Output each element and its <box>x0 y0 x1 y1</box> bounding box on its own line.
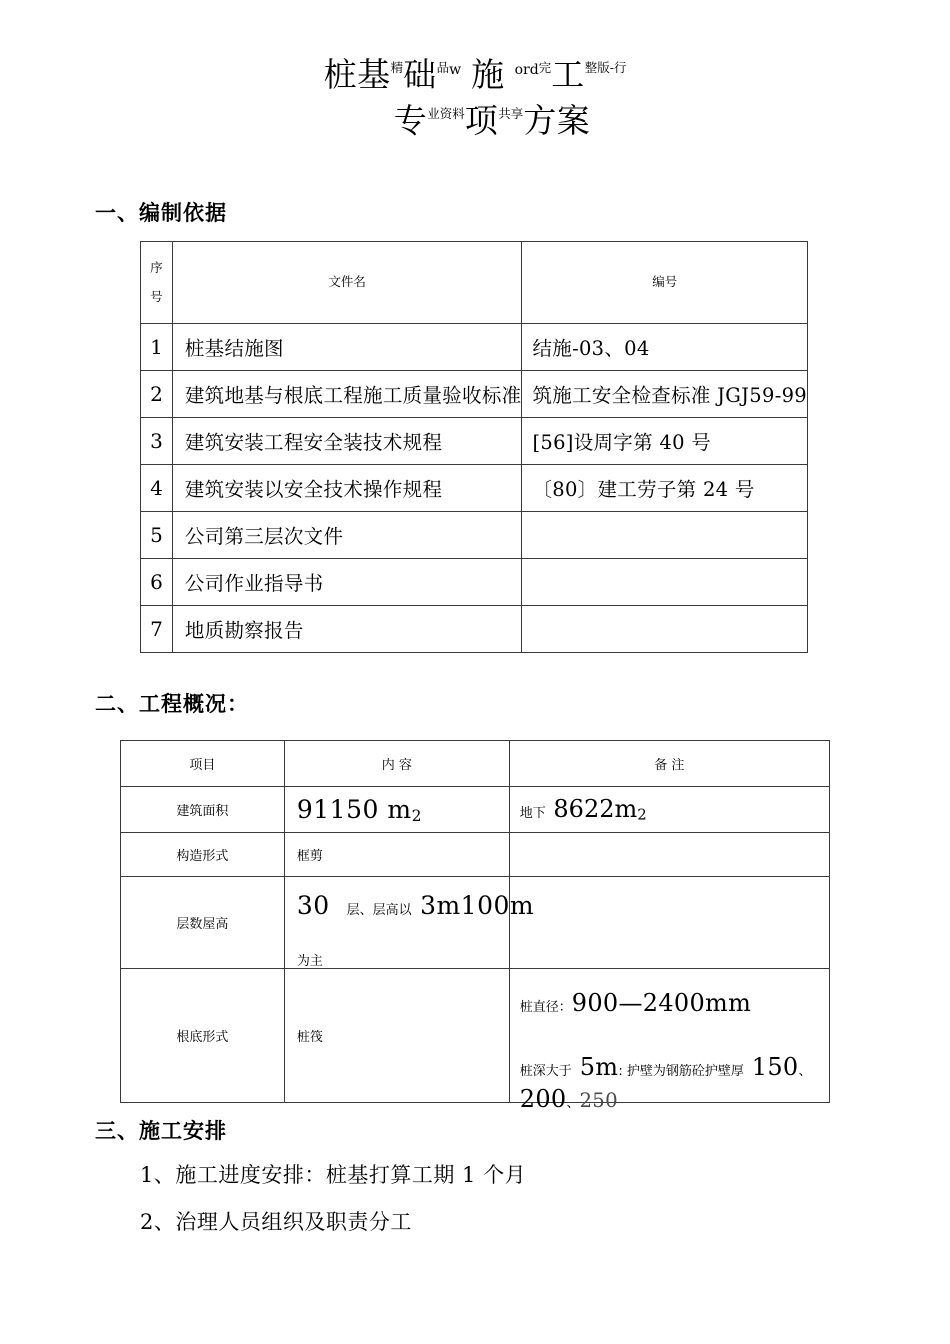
floors-tail: 3m100m <box>420 891 535 920</box>
document-title <box>0 55 950 140</box>
table-row <box>141 465 808 512</box>
table-row-area <box>121 787 830 833</box>
row-filename: 桩基结施图 <box>172 324 522 371</box>
table-row-foundation <box>121 969 830 1103</box>
watermark-char-8: 共享 <box>498 106 524 121</box>
row-code: 筑施工安全检查标准 JGJ59-99 <box>522 371 808 418</box>
pile-wall-label: : 护壁为钢筋砼护壁厚 <box>618 1064 744 1079</box>
row-value-floors <box>284 877 535 969</box>
row-code: 结施-03、04 <box>522 324 808 371</box>
table-row <box>141 324 808 371</box>
foundation-note-line2 <box>520 1053 812 1113</box>
table-header-row <box>141 242 808 324</box>
row-value-area <box>284 787 509 833</box>
row-no: 5 <box>141 512 173 559</box>
row-no: 2 <box>141 371 173 418</box>
basis-table <box>140 241 808 653</box>
row-filename: 建筑地基与根底工程施工质量验收标准 <box>172 371 522 418</box>
sep-2: 、 <box>566 1096 580 1111</box>
title-text-1: 桩基 <box>323 55 391 94</box>
table-row <box>141 418 808 465</box>
area-unit: m <box>387 794 412 824</box>
title-text-7: 方案 <box>523 101 591 140</box>
header-cell-code: 编号 <box>522 242 808 324</box>
area-number: 91150 <box>296 794 379 824</box>
row-value-structure: 框剪 <box>284 833 509 877</box>
row-no: 1 <box>141 324 173 371</box>
title-text-2: 础 <box>403 55 437 94</box>
watermark-char-2: 品 <box>436 60 450 75</box>
row-note-foundation <box>509 969 829 1113</box>
row-filename: 公司作业指导书 <box>172 559 522 606</box>
row-filename: 公司第三层次文件 <box>172 512 522 559</box>
watermark-char-3: w <box>449 62 462 78</box>
sep-1: 、 <box>798 1064 812 1079</box>
floors-line1 <box>297 891 534 920</box>
title-text-5: 专 <box>393 101 428 140</box>
pile-wall-t1: 150 <box>751 1053 799 1081</box>
table-row <box>141 512 808 559</box>
header-cell-item: 项目 <box>121 741 285 787</box>
watermark-char-4: ord <box>514 62 539 78</box>
title-text-3: 施 <box>471 55 505 94</box>
area-note-sub: 2 <box>637 805 647 824</box>
floors-number: 30 <box>296 891 330 920</box>
foundation-note-line1 <box>520 989 812 1017</box>
row-value-foundation: 桩筏 <box>284 969 509 1103</box>
foundation-note-block <box>520 989 812 1113</box>
row-filename: 地质勘察报告 <box>172 606 522 653</box>
watermark-char-5: 完 <box>538 60 552 75</box>
schedule-item-2: 2、治理人员组织及职责分工 <box>140 1210 412 1234</box>
title-text-6: 项 <box>464 101 499 140</box>
row-code: 〔80〕建工劳子第 24 号 <box>522 465 808 512</box>
title-text-4: 工 <box>551 55 585 94</box>
section-heading-basis: 一、编制依据 <box>95 201 227 225</box>
area-unit-sub: 2 <box>411 806 422 825</box>
row-code <box>522 606 808 653</box>
row-label-foundation: 根底形式 <box>121 969 285 1103</box>
row-label-floors: 层数屋高 <box>121 877 285 969</box>
pile-depth-value: 5m <box>579 1053 619 1081</box>
section-heading-overview: 二、工程概况： <box>95 692 249 716</box>
row-no: 7 <box>141 606 173 653</box>
row-filename: 建筑安装以安全技术操作规程 <box>172 465 522 512</box>
header-no-line2: 号 <box>150 288 163 304</box>
row-label-structure: 构造形式 <box>121 833 285 877</box>
foundation-note-line3 <box>520 1085 812 1113</box>
row-code <box>522 559 808 606</box>
pile-wall-t3: 250 <box>579 1089 618 1112</box>
overview-table <box>120 740 830 1113</box>
table-row-structure <box>121 833 830 877</box>
row-no: 6 <box>141 559 173 606</box>
schedule-item-1: 1、施工进度安排：桩基打算工期 1 个月 <box>140 1163 527 1187</box>
title-line-1 <box>0 55 950 94</box>
row-no: 3 <box>141 418 173 465</box>
pile-depth-label: 桩深大于 <box>519 1064 572 1079</box>
header-cell-content: 内 容 <box>284 741 509 787</box>
area-note-number: 8622m <box>553 795 638 824</box>
header-cell-no <box>141 242 173 324</box>
header-cell-filename: 文件名 <box>172 242 522 324</box>
row-label-area: 建筑面积 <box>121 787 285 833</box>
row-note-structure <box>509 833 829 877</box>
floors-overflow-text <box>297 891 534 969</box>
section-heading-schedule: 三、施工安排 <box>95 1119 227 1143</box>
floors-line2: 为主 <box>296 954 323 969</box>
pile-dia-label: 桩直径： <box>519 1000 572 1015</box>
pile-dia-value: 900—2400mm <box>571 989 752 1017</box>
table-row <box>141 559 808 606</box>
pile-wall-t2: 200 <box>519 1085 567 1113</box>
row-note-floors <box>509 877 829 969</box>
table-row-floors <box>121 877 830 969</box>
area-note-prefix: 地下 <box>519 806 546 822</box>
floors-cjk: 层、层高以 <box>346 903 412 918</box>
table-header-row <box>121 741 830 787</box>
row-filename: 建筑安装工程安全装技术规程 <box>172 418 522 465</box>
watermark-char-7: 业资料 <box>427 106 465 121</box>
header-cell-remark: 备 注 <box>509 741 829 787</box>
header-no-line1: 序 <box>150 259 163 275</box>
watermark-char-1: 精 <box>390 60 404 75</box>
table-row <box>141 371 808 418</box>
row-code: [56]设周字第 40 号 <box>522 418 808 465</box>
table-row <box>141 606 808 653</box>
title-line-2 <box>0 101 950 140</box>
watermark-char-6: 整版-行 <box>584 60 627 75</box>
row-note-area <box>509 787 829 833</box>
row-no: 4 <box>141 465 173 512</box>
row-code <box>522 512 808 559</box>
